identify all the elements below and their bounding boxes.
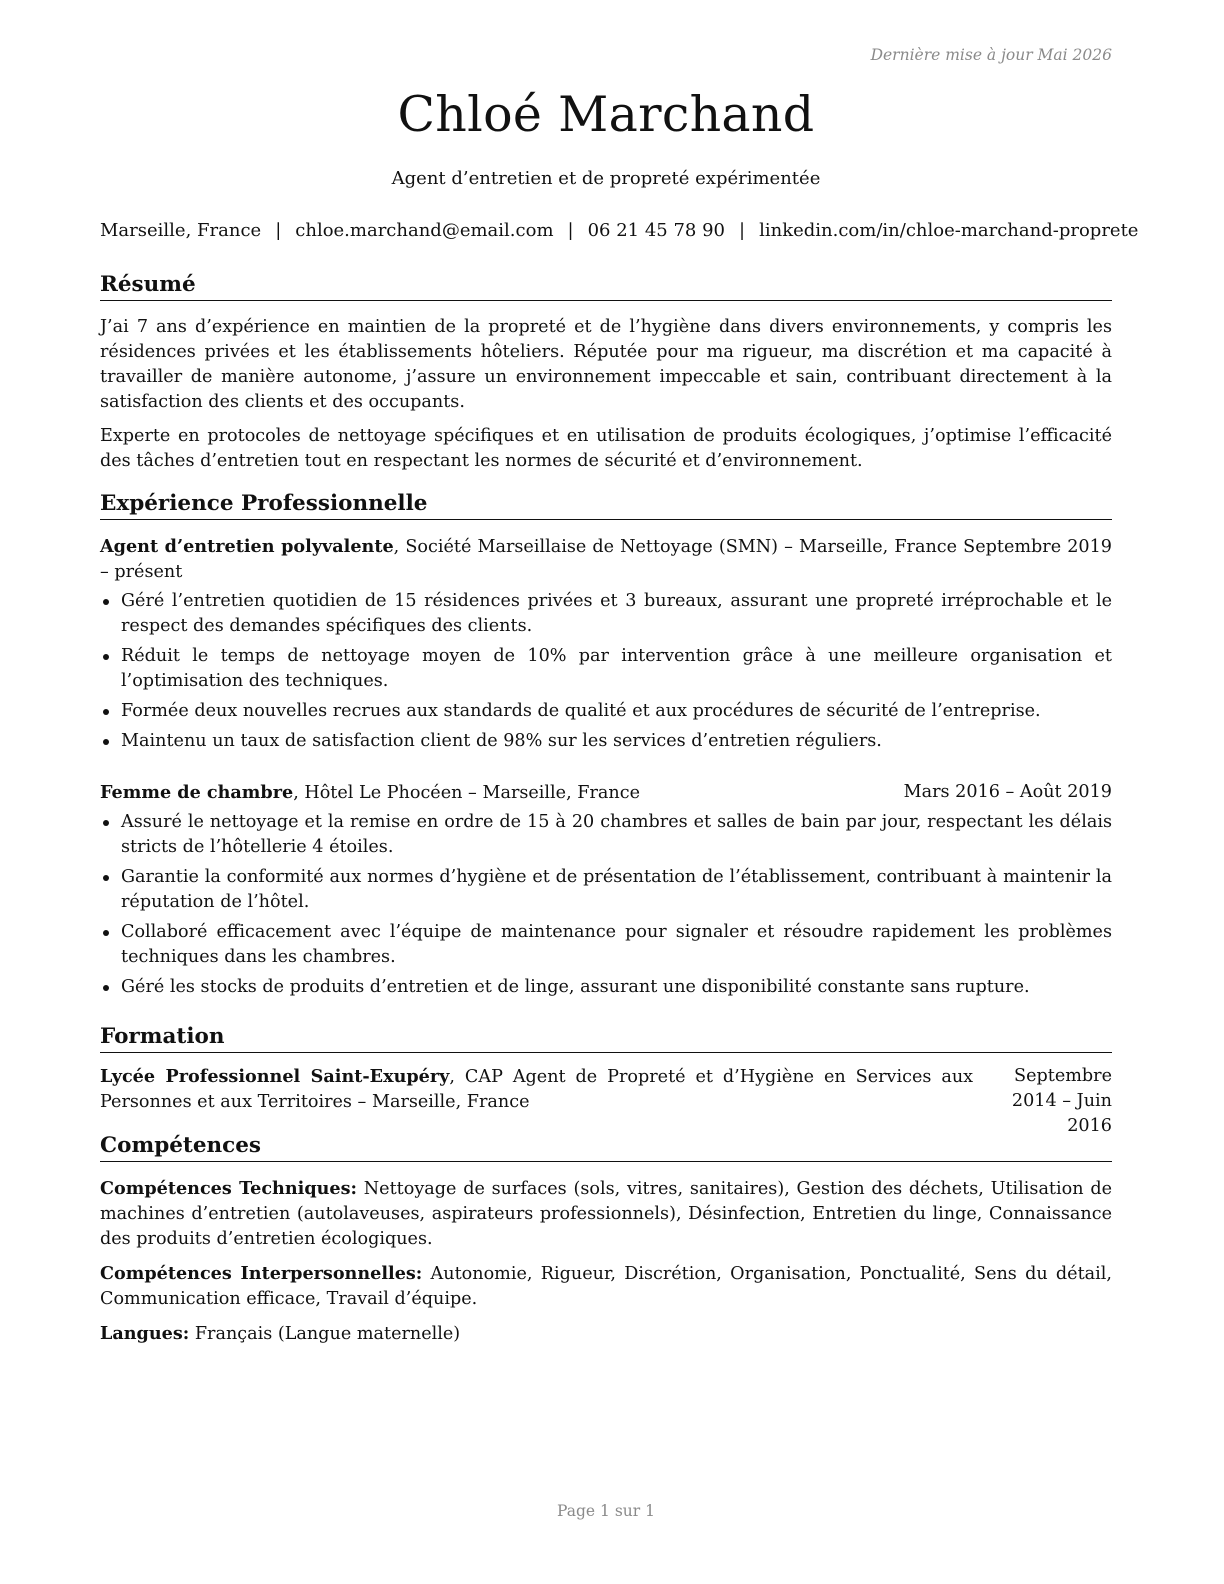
job-bullet: Géré l’entretien quotidien de 15 résidences privées et 3 bureaux, assurant une propreté irréprochable et le respect des demandes spécifiques des clients. [100,589,1112,639]
education-section [100,1024,1112,1139]
section-title-education: Formation [100,1024,1112,1053]
job-bullet: Garantie la conformité aux normes d’hygiène et de présentation de l’établissement, contribuant à maintenir la réputation de l’hôtel. [100,865,1112,915]
summary-section [100,272,1112,474]
experience-section [100,491,1112,1005]
skill-text: Nettoyage de surfaces (sols, vitres, sanitaires), Gestion des déchets, Utilisation de machines d’entretien (autolaveuses, aspirateurs professionnels), Désinfection, Entretien du linge, Connaissance des produits d’entretien écologiques. [100,1179,1112,1249]
education-school: Lycée Professionnel Saint-Exupéry [100,1066,450,1087]
contact-email[interactable]: chloe.marchand@email.com [295,220,554,241]
page-number: Page 1 sur 1 [557,1502,655,1520]
job-entry [100,534,1112,754]
job-entry [100,780,1112,1000]
skill-label: Compétences Techniques: [100,1178,358,1199]
job-bullet: Collaboré efficacement avec l’équipe de maintenance pour signaler et résoudre rapidement les problèmes techniques dans les chambres. [100,920,1112,970]
contact-phone[interactable]: 06 21 45 78 90 [587,220,726,241]
skill-group [100,1321,1112,1347]
skill-text: Autonomie, Rigueur, Discrétion, Organisation, Ponctualité, Sens du détail, Communication efficace, Travail d’équipe. [100,1264,1112,1309]
job-dates: Mars 2016 – Août 2019 [903,782,1112,802]
contact-separator: | [275,220,282,241]
summary-paragraph: J’ai 7 ans d’expérience en maintien de la propreté et de l’hygiène dans divers environnements, y compris les résidences privées et les établissements hôteliers. Réputée pour ma rigueur, ma discrétion et ma capacité à travailler de manière autonome, j’assure un environnement impeccable et sain, contribuant directement à la satisfaction des clients et des occupants. [100,317,1112,412]
contact-separator: | [567,220,574,241]
education-entry [100,1064,1112,1139]
skills-section [100,1133,1112,1347]
section-title-skills: Compétences [100,1133,1112,1162]
contact-location: Marseille, France [100,220,262,241]
job-role: Agent d’entretien polyvalente [100,536,394,557]
tagline: Agent d’entretien et de propreté expérimentée [391,168,821,189]
skill-label: Langues: [100,1323,190,1344]
job-bullets [100,589,1112,754]
job-bullets [100,810,1112,1000]
job-company: , Société Marseillaise de Nettoyage (SMN) – Marseille, France [393,537,958,557]
job-bullet: Géré les stocks de produits d’entretien et de linge, assurant une disponibilité constante sans rupture. [100,975,1112,1000]
contact-separator: | [739,220,746,241]
candidate-name: Chloé Marchand [397,86,815,143]
job-header [100,780,1112,806]
job-bullet: Réduit le temps de nettoyage moyen de 10% par intervention grâce à une meilleure organisation et l’optimisation des techniques. [100,644,1112,694]
job-role: Femme de chambre [100,782,294,803]
section-title-experience: Expérience Professionnelle [100,491,1112,520]
job-company: , Hôtel Le Phocéen – Marseille, France [293,783,640,803]
skill-text: Français (Langue maternelle) [189,1324,461,1344]
education-details: , CAP Agent de Propreté et d’Hygiène en Services aux Personnes et aux Territoires – Marseille, France [100,1067,974,1112]
education-dates: Septembre 2014 – Juin 2016 [1011,1066,1112,1136]
contact-line [100,220,1139,241]
summary-paragraph: Experte en protocoles de nettoyage spécifiques et en utilisation de produits écologiques, j’optimise l’efficacité des tâches d’entretien tout en respectant les normes de sécurité et d’environnement. [100,426,1112,471]
skill-group [100,1261,1112,1312]
skill-label: Compétences Interpersonnelles: [100,1263,423,1284]
job-header [100,534,1112,585]
job-bullet: Maintenu un taux de satisfaction client de 98% sur les services d’entretien réguliers. [100,729,1112,754]
contact-linkedin[interactable]: linkedin.com/in/chloe-marchand-proprete [759,220,1139,241]
job-bullet: Formée deux nouvelles recrues aux standards de qualité et aux procédures de sécurité de l’entreprise. [100,699,1112,724]
last-updated: Dernière mise à jour Mai 2026 [870,46,1112,64]
section-title-summary: Résumé [100,272,1112,301]
skill-group [100,1176,1112,1252]
job-dates: Septembre 2019 – présent [100,537,1112,582]
job-bullet: Assuré le nettoyage et la remise en ordre de 15 à 20 chambres et salles de bain par jour, respectant les délais stricts de l’hôtellerie 4 étoiles. [100,810,1112,860]
